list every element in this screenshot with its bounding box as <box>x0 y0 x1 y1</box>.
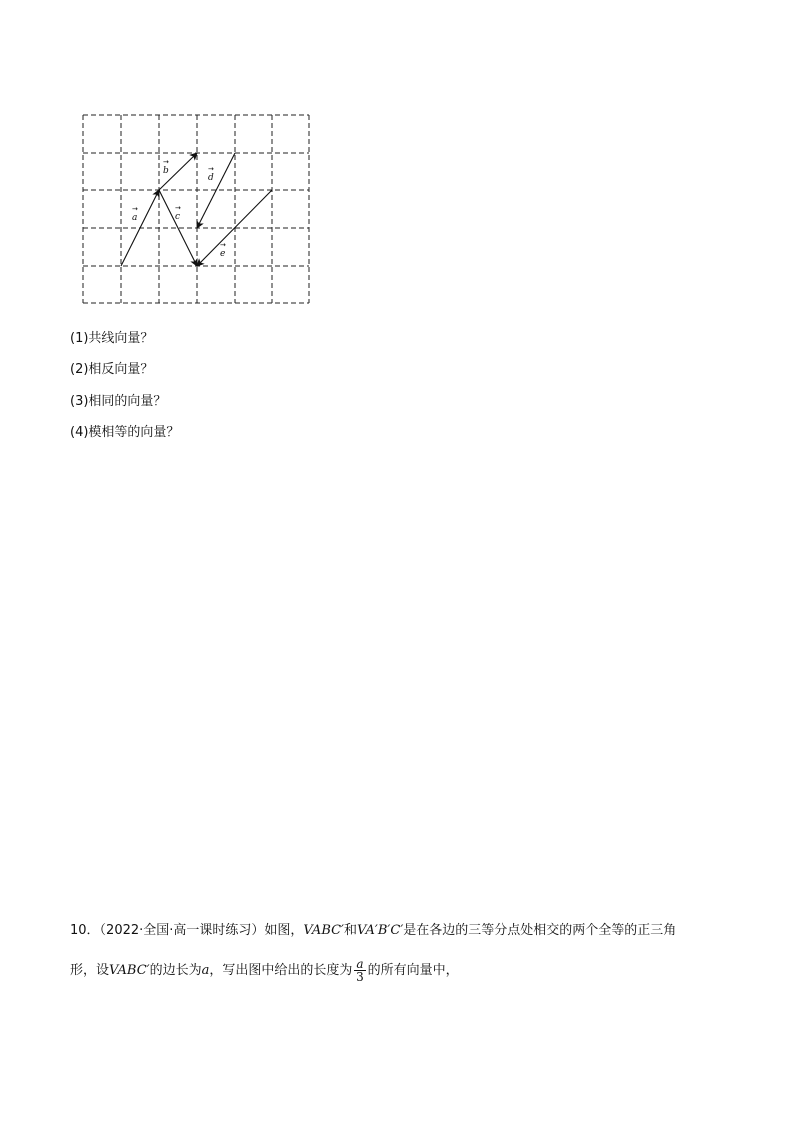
fraction-a-over-3 <box>354 958 365 983</box>
triangle-a-prime: VA′B′C′ <box>357 923 404 938</box>
problem-text-2: 是在各边的三等分点处相交的两个全等的正三角 <box>403 923 677 938</box>
vector-c-label: c <box>175 212 181 222</box>
variable-a: a <box>201 963 210 978</box>
svg-text:→: → <box>132 205 138 213</box>
problem-number: 10． <box>70 923 100 938</box>
line2-d: 的所有向量中， <box>367 963 459 978</box>
vector-grid-figure <box>80 112 312 306</box>
vector-b-label: b <box>163 166 169 176</box>
line2-b: 的边长为 <box>149 963 202 978</box>
problem-10-line-1 <box>70 922 676 940</box>
vector-grid-svg <box>80 112 312 306</box>
line2-c: ，写出图中给出的长度为 <box>209 963 353 978</box>
svg-text:→: → <box>163 158 169 166</box>
svg-text:→: → <box>208 165 214 173</box>
vector-d-label: d <box>208 173 214 183</box>
problem-text-1: 如图， <box>264 923 304 938</box>
svg-text:→: → <box>175 204 181 212</box>
question-3: (3)相同的向量？ <box>70 394 167 409</box>
question-4: (4)模相等的向量？ <box>70 425 180 440</box>
triangle-abc-2: VABC′ <box>109 963 150 978</box>
question-1: (1)共线向量？ <box>70 331 154 346</box>
fraction-numerator: a <box>356 957 364 971</box>
dashed-grid <box>83 115 309 303</box>
and-text: 和 <box>344 923 358 938</box>
fraction-denominator: 3 <box>356 970 364 984</box>
vector-a-label: a <box>132 213 138 223</box>
problem-source: （2022·全国·高一课时练习） <box>99 923 265 938</box>
triangle-abc: VABC′ <box>303 923 345 938</box>
question-2: (2)相反向量？ <box>70 362 154 377</box>
vector-e-label: e <box>220 249 226 259</box>
line2-a: 形，设 <box>70 963 110 978</box>
svg-text:→: → <box>220 241 226 249</box>
problem-10-line-2 <box>70 958 459 983</box>
